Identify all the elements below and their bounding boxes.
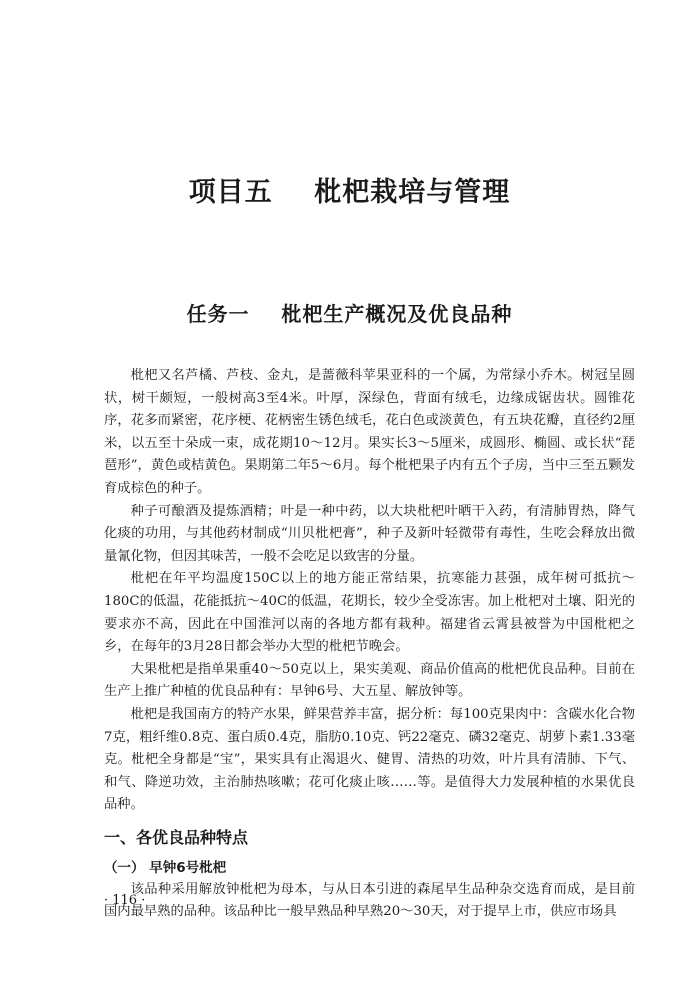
heading-variety-features: 一、各优良品种特点 xyxy=(104,827,249,847)
body-text xyxy=(104,365,635,924)
chapter-title: 项目五 枇杷栽培与管理 xyxy=(188,177,511,208)
paragraph-climate: 枇杷在年平均温度150C以上的地方能正常结果，抗寒能力甚强，成年树可抵抗～180C的低温，花能抵抗～40C的低温，花期长，较少全受冻害。加上枇杷对土壤、阳光的要求亦不高，因此在中国淮河以南的各地方都有栽种。福建省云霄县被誉为中国枇杷之乡，在每年的3月28日都会举办大型的枇杷节晚会。 xyxy=(104,571,635,655)
heading-zaozhong-6: （一） 早钟6号枇杷 xyxy=(104,859,227,876)
section-title: 任务一 枇杷生产概况及优良品种 xyxy=(186,302,513,326)
page-number: · 116 · xyxy=(104,893,146,908)
paragraph-varieties: 大果枇杷是指单果重40～50克以上，果实美观、商品价值高的枇杷优良品种。目前在生产上推广种植的优良品种有：早钟6号、大五星、解放钟等。 xyxy=(104,661,635,700)
paragraph-uses: 种子可酿酒及提炼酒精；叶是一种中药，以大块枇杷叶晒干入药，有清肺胃热，降气化痰的功用，与其他药材制成“川贝枇杷膏”，种子及新叶轻微带有毒性，生吃会释放出微量氰化物，但因其味苦，一般不会吃足以致害的分量。 xyxy=(104,503,635,564)
paragraph-intro: 枇杷又名芦橘、芦枝、金丸，是蔷薇科苹果亚科的一个属，为常绿小乔木。树冠呈圆状，树干颇短，一般树高3至4米。叶厚，深绿色，背面有绒毛，边缘成锯齿状。圆锥花序，花多而紧密，花序梗、花柄密生锈色绒毛，花白色或淡黄色，有五块花瓣，直径约2厘米，以五至十朵成一束，成花期10～12月。果实长3～5厘米，成圆形、椭圆、或长状“琵琶形”，黄色或桔黄色。果期第二年5～6月。每个枇杷果子内有五个子房，当中三至五颗发育成棕色的种子。 xyxy=(104,368,635,496)
paragraph-zaozhong-6: 该品种采用解放钟枇杷为母本，与从日本引进的森尾早生品种杂交选育而成，是目前国内最早熟的品种。该品种比一般早熟品种早熟20～30天，对于提早上市，供应市场具 xyxy=(104,881,635,920)
paragraph-nutrition: 枇杷是我国南方的特产水果，鲜果营养丰富，据分析：每100克果肉中：含碳水化合物7克，粗纤维0.8克、蛋白质0.4克，脂肪0.10克、钙22毫克、磷32毫克、胡萝卜素1.33毫克。枇杷全身都是“宝”，果实具有止渴退火、健胃、清热的功效，叶片具有清肺、下气、和气、降逆功效，主治肺热咳嗽；花可化痰止咳……等。是值得大力发展种植的水果优良品种。 xyxy=(104,706,635,813)
